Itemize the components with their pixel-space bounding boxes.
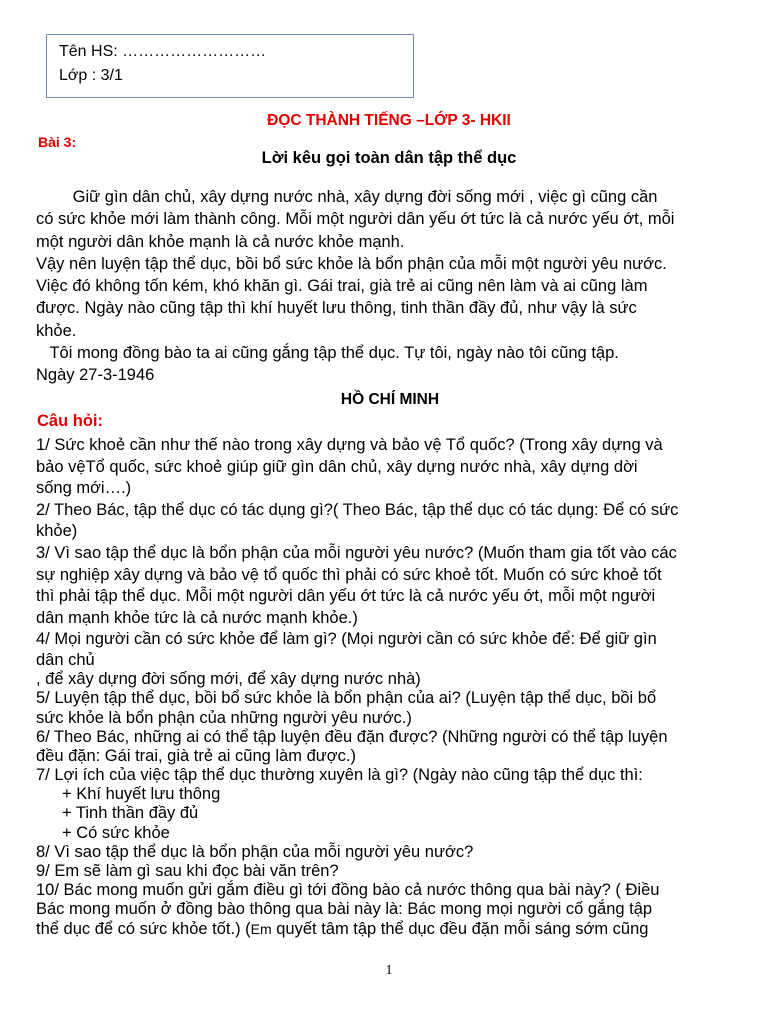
question-line: sự nghiệp xây dựng và bảo vệ tổ quốc thì phải có sức khoẻ tốt. Muốn có sức khoẻ tốt — [36, 565, 662, 584]
question-line: đều đặn: Gái trai, già trẻ ai cũng làm được.) — [36, 746, 356, 765]
question-line: 1/ Sức khoẻ cần như thế nào trong xây dựng và bảo vệ Tổ quốc? (Trong xây dựng và — [36, 436, 663, 454]
questions-list — [36, 435, 758, 939]
question-line: , để xây dựng đời sống mới, để xây dựng nước nhà) — [36, 670, 421, 689]
question-line: 6/ Theo Bác, những ai có thể tập luyện đều đặn được? (Những người có thể tập luyện — [36, 727, 668, 746]
question-line: bảo vệTổ quốc, sức khoẻ giúp giữ gìn dân chủ, xây dựng nước nhà, xây dựng dời — [36, 457, 638, 476]
question-line: sức khỏe là bổn phận của những người yêu nước.) — [36, 708, 412, 727]
class-label: Lớp : 3/1 — [59, 67, 123, 84]
student-name-label: Tên HS: ……………………… — [59, 43, 267, 60]
question-line: sống mới….) — [36, 479, 132, 498]
question-text: thể dục để có sức khỏe tốt.) ( — [36, 919, 251, 938]
document-title: ĐỌC THÀNH TIẾNG –LỚP 3- HKII — [267, 112, 511, 129]
passage-line: khỏe. — [36, 321, 77, 340]
question-line: dân chủ — [36, 650, 95, 669]
question-line: dân mạnh khỏe tức là cả nước mạnh khỏe.) — [36, 608, 358, 627]
question-line: Bác mong muốn ở đồng bào thông qua bài này là: Bác mong mọi người cố gắng tập — [36, 900, 653, 919]
questions-heading: Câu hỏi: — [37, 412, 103, 430]
student-info-box — [46, 34, 414, 98]
bullet-item: + Khí huyết lưu thông — [62, 785, 221, 804]
em-word: Em — [250, 920, 272, 937]
bullet-item: + Có sức khỏe — [62, 823, 170, 842]
question-line: 4/ Mọi người cần có sức khỏe để làm gì? (Mọi người cần có sức khỏe để: Để giữ gìn — [36, 630, 657, 649]
question-line: 9/ Em sẽ làm gì sau khi đọc bài văn trên? — [36, 862, 339, 880]
author-name: HỒ CHÍ MINH — [340, 391, 440, 408]
bullet-item: + Tinh thần đầy đủ — [62, 804, 199, 823]
question-text: quyết tâm tập thể dục đều đặn mỗi sáng sớm cũng — [271, 919, 649, 938]
passage-title: Lời kêu gọi toàn dân tập thể dục — [261, 149, 517, 167]
passage-line: Vậy nên luyện tập thể dục, bồi bổ sức khỏe là bổn phận của mỗi một người yêu nước. — [36, 254, 667, 273]
page-number: 1 — [385, 963, 393, 978]
passage-line: được. Ngày nào cũng tập thì khí huyết lưu thông, tinh thần đầy đủ, như vậy là sức — [36, 299, 637, 318]
passage-date: Ngày 27-3-1946 — [36, 366, 155, 385]
passage-line: có sức khỏe mới làm thành công. Mỗi một người dân yếu ớt tức là cả nước yếu ớt, mỗi — [36, 210, 675, 229]
passage-line: Việc đó không tốn kém, khó khăn gì. Gái trai, già trẻ ai cũng nên làm và ai cũng làm — [36, 277, 648, 296]
reading-passage — [36, 186, 756, 387]
question-line: thì phải tập thể dục. Mỗi một người dân yếu ớt tức là cả nước yếu ớt, mỗi một người — [36, 587, 656, 606]
question-line: 5/ Luyện tập thể dục, bồi bổ sức khỏe là bổn phận của ai? (Luyện tập thể dục, bồi bổ — [36, 689, 657, 708]
question-line-last — [36, 920, 758, 939]
passage-line: một người dân khỏe mạnh là cả nước khỏe mạnh. — [36, 232, 405, 251]
passage-line: Tôi mong đồng bào ta ai cũng gắng tập thể dục. Tự tôi, ngày nào tôi cũng tập. — [36, 344, 619, 363]
question-line: 10/ Bác mong muốn gửi gắm điều gì tới đồng bào cả nước thông qua bài này? ( Điều — [36, 881, 660, 900]
question-line: 3/ Vì sao tập thể dục là bổn phận của mỗi người yêu nước? (Muốn tham gia tốt vào các — [36, 543, 677, 562]
question-line: khỏe) — [36, 522, 78, 541]
question-line: 8/ Vì sao tập thể dục là bổn phận của mỗi người yêu nước? — [36, 842, 474, 861]
passage-line: Giữ gìn dân chủ, xây dựng nước nhà, xây dựng đời sống mới , việc gì cũng cần — [36, 188, 658, 206]
question-line: 2/ Theo Bác, tập thể dục có tác dụng gì?( Theo Bác, tập thể dục có tác dụng: Để có sức — [36, 500, 679, 519]
question-line: 7/ Lợi ích của việc tập thể dục thường xuyên là gì? (Ngày nào cũng tập thể dục thì: — [36, 766, 643, 785]
lesson-label: Bài 3: — [38, 134, 77, 150]
